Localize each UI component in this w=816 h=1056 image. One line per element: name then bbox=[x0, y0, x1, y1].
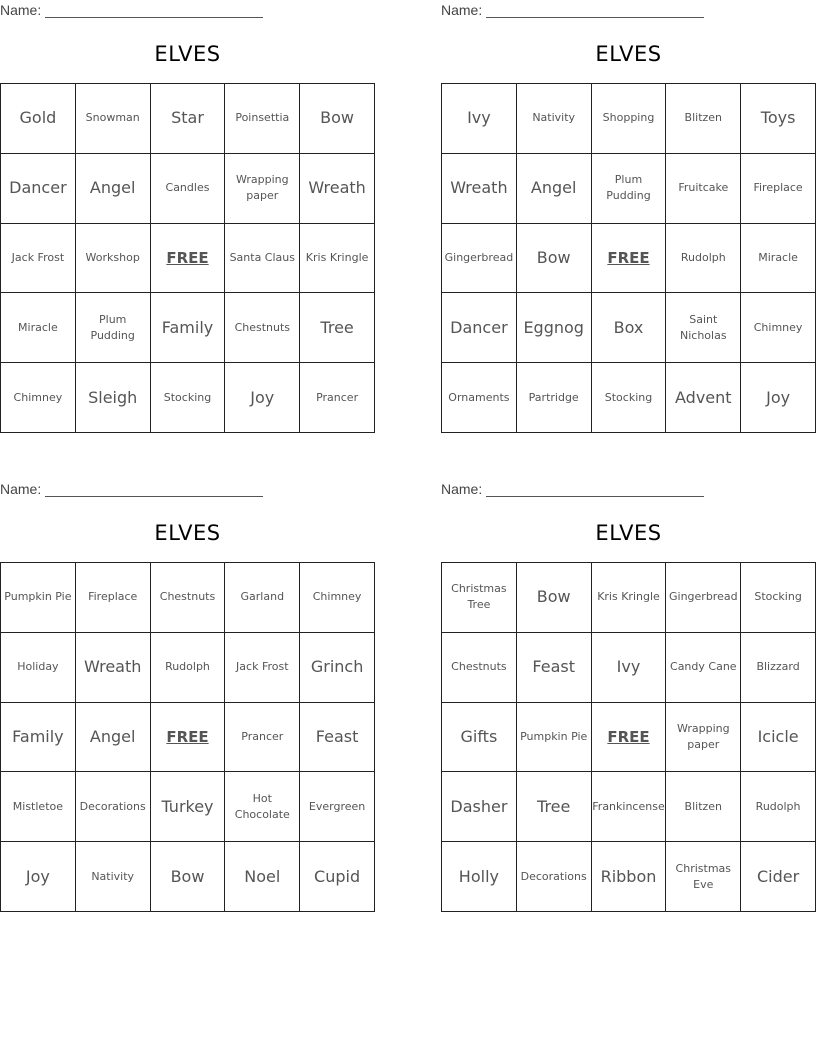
bingo-cell: Jack Frost bbox=[1, 224, 76, 294]
bingo-cell: Angel bbox=[76, 154, 151, 224]
bingo-cell: Bow bbox=[300, 84, 375, 154]
card-title: ELVES bbox=[154, 521, 221, 545]
name-label: Name: bbox=[0, 2, 42, 18]
bingo-cell: Kris Kringle bbox=[300, 224, 375, 294]
bingo-card bbox=[441, 0, 816, 430]
bingo-cell: Chestnuts bbox=[225, 293, 300, 363]
bingo-cell: Family bbox=[1, 703, 76, 773]
bingo-cell: Decorations bbox=[76, 772, 151, 842]
bingo-cell: Nativity bbox=[517, 84, 592, 154]
bingo-cell: Dancer bbox=[1, 154, 76, 224]
bingo-cell: Holly bbox=[442, 842, 517, 912]
bingo-cell: Chimney bbox=[1, 363, 76, 433]
bingo-cell: Partridge bbox=[517, 363, 592, 433]
bingo-cell: Feast bbox=[300, 703, 375, 773]
bingo-cell: Plum Pudding bbox=[592, 154, 667, 224]
bingo-cell: Ribbon bbox=[592, 842, 667, 912]
bingo-cell: Dasher bbox=[442, 772, 517, 842]
bingo-cell: Poinsettia bbox=[225, 84, 300, 154]
bingo-cell: Prancer bbox=[300, 363, 375, 433]
bingo-cell: Nativity bbox=[76, 842, 151, 912]
bingo-cell: Ornaments bbox=[442, 363, 517, 433]
bingo-cell: Bow bbox=[517, 224, 592, 294]
bingo-cell: Frankincense bbox=[592, 772, 667, 842]
bingo-cell: Joy bbox=[741, 363, 816, 433]
bingo-cell: Pumpkin Pie bbox=[517, 703, 592, 773]
bingo-cell: Prancer bbox=[225, 703, 300, 773]
bingo-cell: Toys bbox=[741, 84, 816, 154]
bingo-cell: Gold bbox=[1, 84, 76, 154]
name-field bbox=[0, 2, 263, 18]
bingo-card bbox=[441, 479, 816, 909]
bingo-cell: Rudolph bbox=[151, 633, 226, 703]
bingo-cell: Feast bbox=[517, 633, 592, 703]
bingo-cell: Fireplace bbox=[741, 154, 816, 224]
bingo-cell: Rudolph bbox=[666, 224, 741, 294]
bingo-cell: Blizzard bbox=[741, 633, 816, 703]
free-space-cell: FREE bbox=[592, 703, 667, 773]
bingo-cell: Gifts bbox=[442, 703, 517, 773]
card-title: ELVES bbox=[154, 42, 221, 66]
bingo-card bbox=[0, 479, 375, 909]
bingo-cell: Family bbox=[151, 293, 226, 363]
name-blank-line bbox=[45, 482, 263, 497]
bingo-cell: Blitzen bbox=[666, 84, 741, 154]
bingo-cell: Tree bbox=[517, 772, 592, 842]
bingo-card bbox=[0, 0, 375, 430]
bingo-cell: Miracle bbox=[741, 224, 816, 294]
bingo-cell: Joy bbox=[1, 842, 76, 912]
bingo-cell: Noel bbox=[225, 842, 300, 912]
name-field bbox=[441, 481, 704, 497]
bingo-cell: Candles bbox=[151, 154, 226, 224]
free-space-cell: FREE bbox=[151, 224, 226, 294]
bingo-cell: Stocking bbox=[741, 563, 816, 633]
bingo-cell: Gingerbread bbox=[442, 224, 517, 294]
bingo-cell: Chestnuts bbox=[151, 563, 226, 633]
name-blank-line bbox=[45, 3, 263, 18]
bingo-cell: Workshop bbox=[76, 224, 151, 294]
bingo-cell: Blitzen bbox=[666, 772, 741, 842]
bingo-cell: Sleigh bbox=[76, 363, 151, 433]
bingo-cell: Shopping bbox=[592, 84, 667, 154]
name-blank-line bbox=[486, 482, 704, 497]
bingo-cell: Stocking bbox=[592, 363, 667, 433]
free-space-cell: FREE bbox=[592, 224, 667, 294]
bingo-cell: Grinch bbox=[300, 633, 375, 703]
bingo-cell: Pumpkin Pie bbox=[1, 563, 76, 633]
bingo-grid bbox=[441, 562, 816, 912]
bingo-cell: Wreath bbox=[300, 154, 375, 224]
bingo-grid bbox=[0, 562, 375, 912]
bingo-cell: Bow bbox=[151, 842, 226, 912]
bingo-cell: Candy Cane bbox=[666, 633, 741, 703]
bingo-cell: Angel bbox=[76, 703, 151, 773]
bingo-cell: Wrapping paper bbox=[666, 703, 741, 773]
bingo-cell: Santa Claus bbox=[225, 224, 300, 294]
name-blank-line bbox=[486, 3, 704, 18]
name-field bbox=[441, 2, 704, 18]
bingo-cell: Chimney bbox=[300, 563, 375, 633]
bingo-cell: Star bbox=[151, 84, 226, 154]
card-title: ELVES bbox=[595, 521, 662, 545]
bingo-cell: Eggnog bbox=[517, 293, 592, 363]
bingo-cell: Wreath bbox=[442, 154, 517, 224]
card-title: ELVES bbox=[595, 42, 662, 66]
bingo-cell: Cider bbox=[741, 842, 816, 912]
bingo-cell: Cupid bbox=[300, 842, 375, 912]
bingo-cell: Dancer bbox=[442, 293, 517, 363]
bingo-cell: Advent bbox=[666, 363, 741, 433]
bingo-cell: Gingerbread bbox=[666, 563, 741, 633]
name-field bbox=[0, 481, 263, 497]
bingo-cell: Stocking bbox=[151, 363, 226, 433]
bingo-cell: Box bbox=[592, 293, 667, 363]
bingo-cell: Evergreen bbox=[300, 772, 375, 842]
bingo-cell: Garland bbox=[225, 563, 300, 633]
bingo-cell: Christmas Tree bbox=[442, 563, 517, 633]
name-label: Name: bbox=[0, 481, 42, 497]
bingo-cell: Bow bbox=[517, 563, 592, 633]
bingo-cell: Chestnuts bbox=[442, 633, 517, 703]
bingo-cell: Wreath bbox=[76, 633, 151, 703]
bingo-cell: Jack Frost bbox=[225, 633, 300, 703]
bingo-cell: Christmas Eve bbox=[666, 842, 741, 912]
bingo-cell: Fruitcake bbox=[666, 154, 741, 224]
name-label: Name: bbox=[441, 481, 483, 497]
bingo-cell: Tree bbox=[300, 293, 375, 363]
bingo-grid bbox=[0, 83, 375, 433]
bingo-cell: Icicle bbox=[741, 703, 816, 773]
bingo-cell: Rudolph bbox=[741, 772, 816, 842]
bingo-cell: Holiday bbox=[1, 633, 76, 703]
bingo-cell: Angel bbox=[517, 154, 592, 224]
bingo-cell: Plum Pudding bbox=[76, 293, 151, 363]
bingo-cell: Kris Kringle bbox=[592, 563, 667, 633]
bingo-cell: Decorations bbox=[517, 842, 592, 912]
bingo-cell: Joy bbox=[225, 363, 300, 433]
bingo-cell: Chimney bbox=[741, 293, 816, 363]
name-label: Name: bbox=[441, 2, 483, 18]
bingo-cell: Mistletoe bbox=[1, 772, 76, 842]
bingo-cell: Saint Nicholas bbox=[666, 293, 741, 363]
bingo-cell: Ivy bbox=[442, 84, 517, 154]
bingo-cell: Turkey bbox=[151, 772, 226, 842]
bingo-cell: Snowman bbox=[76, 84, 151, 154]
bingo-cell: Fireplace bbox=[76, 563, 151, 633]
bingo-grid bbox=[441, 83, 816, 433]
free-space-cell: FREE bbox=[151, 703, 226, 773]
bingo-cell: Miracle bbox=[1, 293, 76, 363]
bingo-cell: Ivy bbox=[592, 633, 667, 703]
bingo-cell: Hot Chocolate bbox=[225, 772, 300, 842]
bingo-cell: Wrapping paper bbox=[225, 154, 300, 224]
